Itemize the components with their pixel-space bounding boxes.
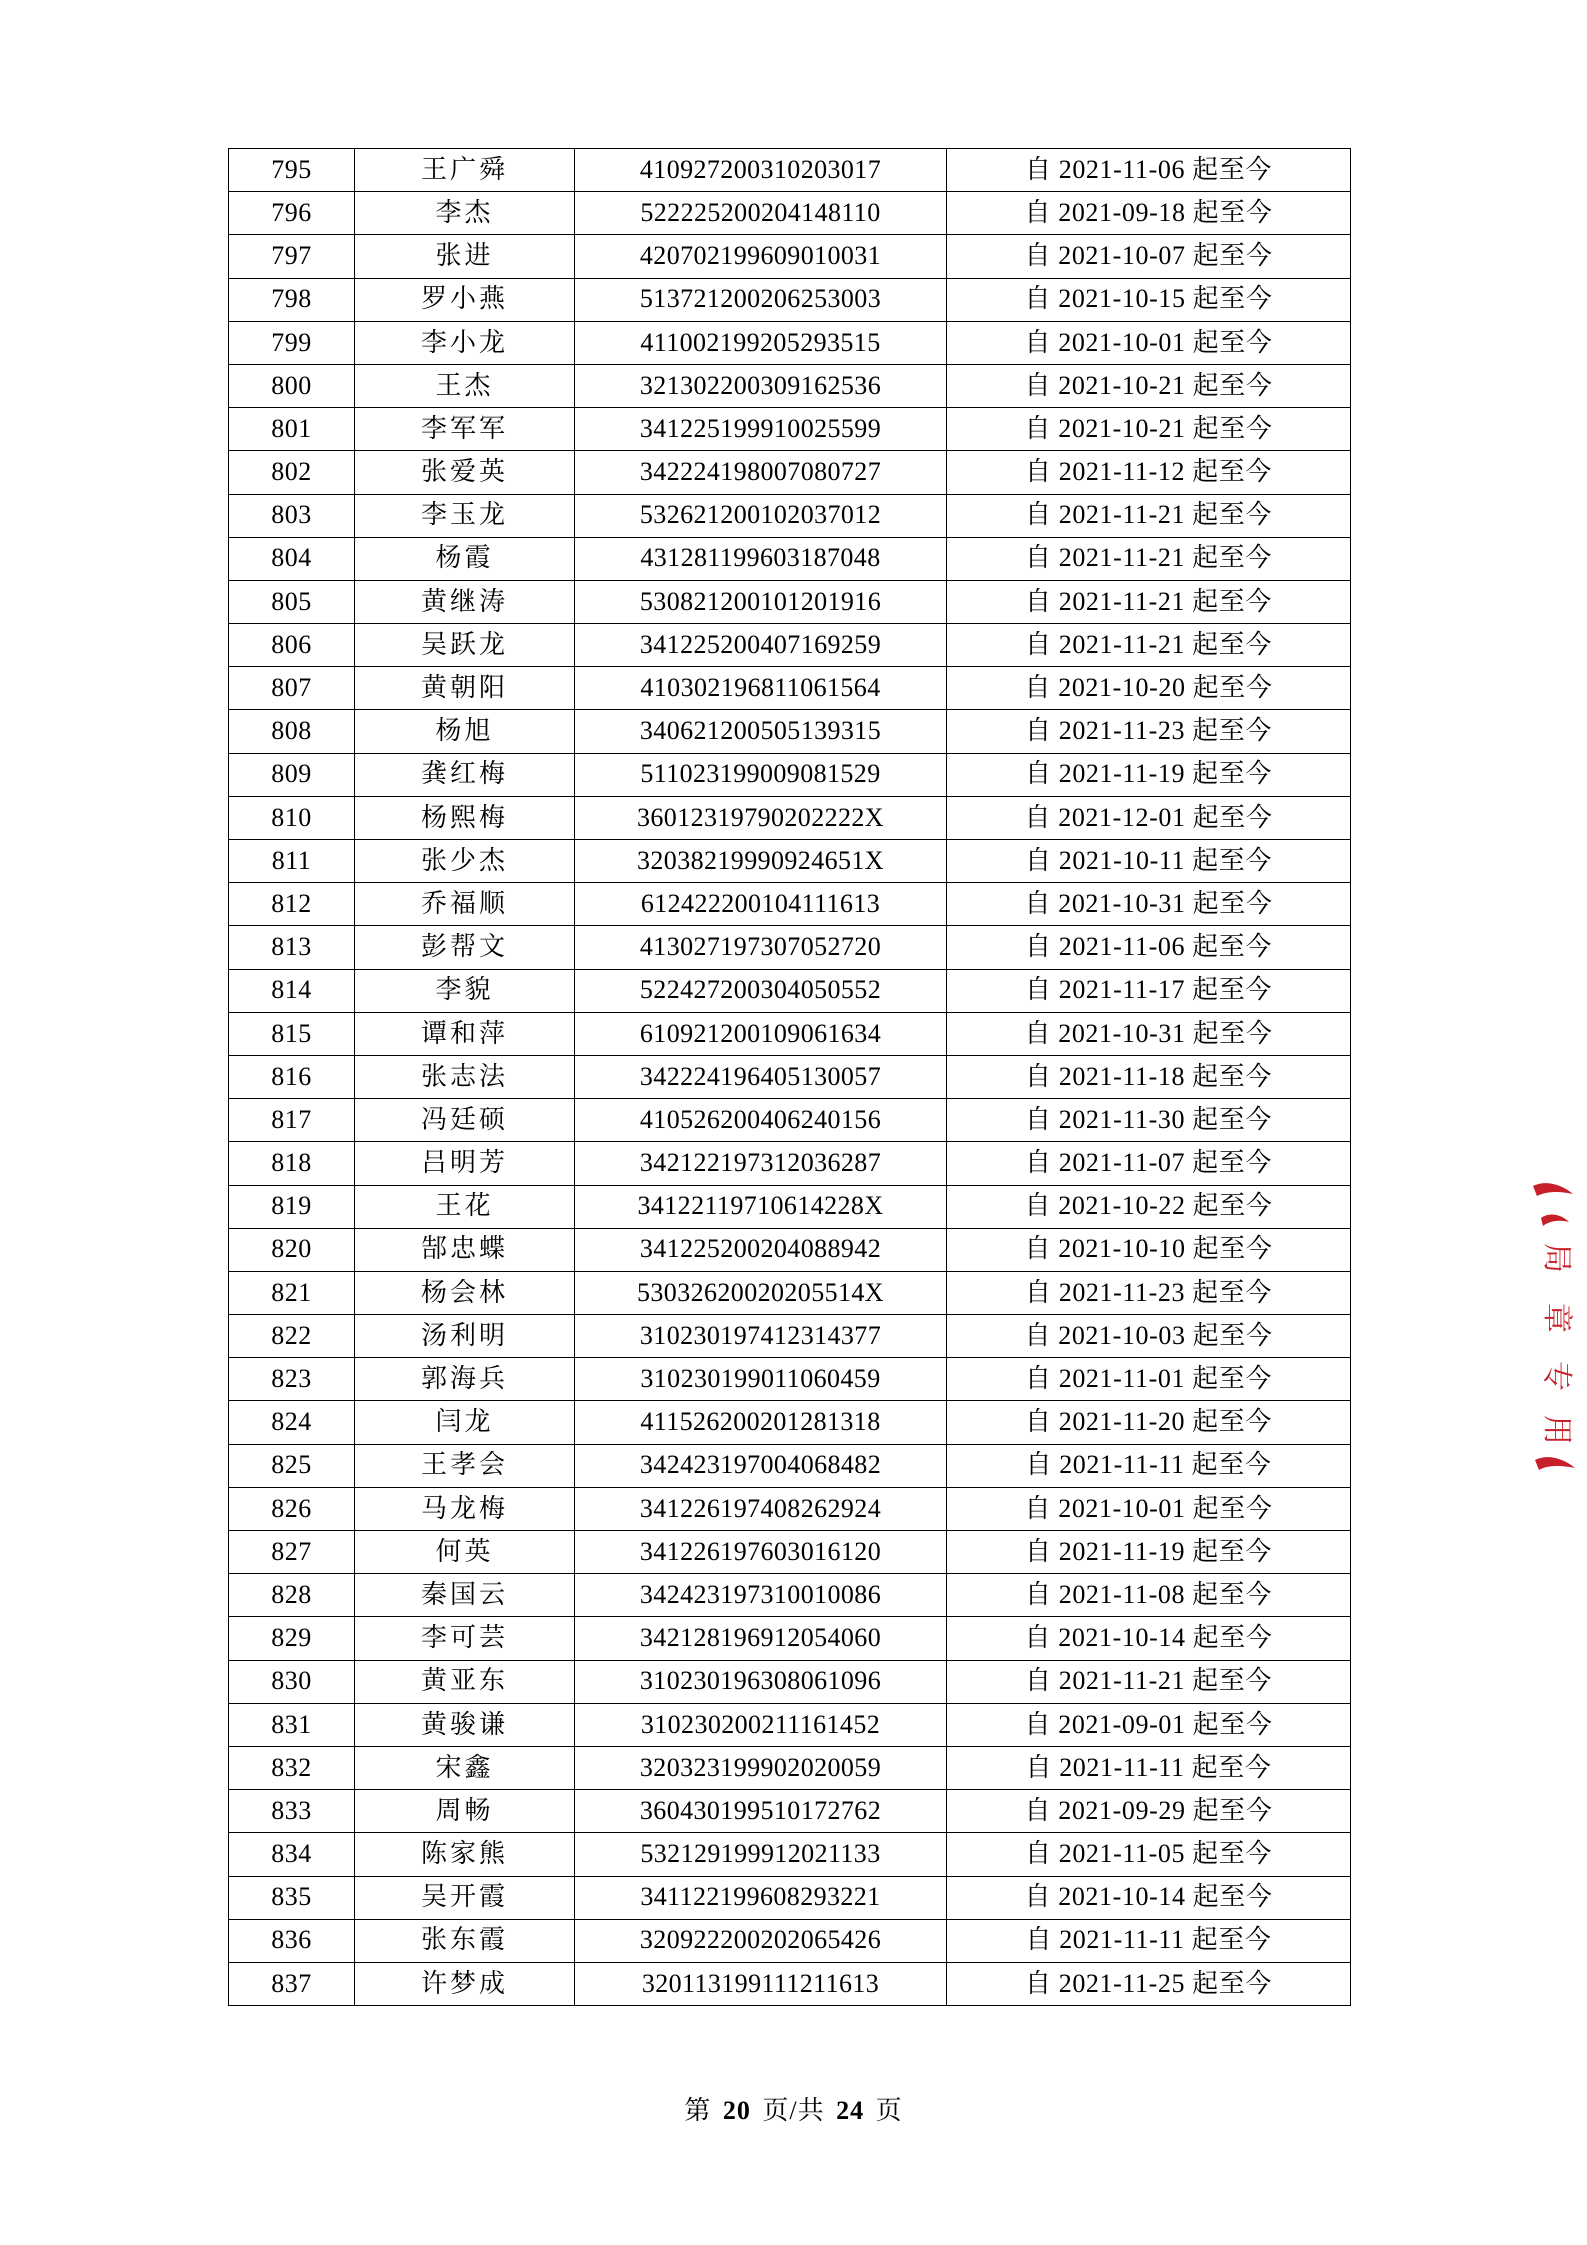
row-index: 826 [229,1487,355,1530]
row-person-name: 龚红梅 [355,753,575,796]
row-coverage-period: 自 2021-11-21 起至今 [947,537,1351,580]
row-index: 820 [229,1228,355,1271]
row-id-number: 410526200406240156 [575,1099,947,1142]
row-id-number: 511023199009081529 [575,753,947,796]
row-person-name: 吕明芳 [355,1142,575,1185]
row-id-number: 522225200204148110 [575,192,947,235]
table-row [229,1228,1351,1271]
row-id-number: 342224198007080727 [575,451,947,494]
table-row [229,969,1351,1012]
table-row [229,192,1351,235]
row-person-name: 张爱英 [355,451,575,494]
row-person-name: 张进 [355,235,575,278]
row-coverage-period: 自 2021-10-07 起至今 [947,235,1351,278]
row-coverage-period: 自 2021-11-21 起至今 [947,494,1351,537]
row-person-name: 杨霞 [355,537,575,580]
row-coverage-period: 自 2021-11-06 起至今 [947,149,1351,192]
row-index: 837 [229,1962,355,2005]
row-coverage-period: 自 2021-09-01 起至今 [947,1703,1351,1746]
row-person-name: 周畅 [355,1790,575,1833]
row-coverage-period: 自 2021-11-05 起至今 [947,1833,1351,1876]
row-person-name: 马龙梅 [355,1487,575,1530]
row-index: 814 [229,969,355,1012]
row-coverage-period: 自 2021-12-01 起至今 [947,796,1351,839]
row-id-number: 321302200309162536 [575,364,947,407]
row-index: 801 [229,408,355,451]
row-person-name: 李小龙 [355,321,575,364]
row-person-name: 杨会林 [355,1271,575,1314]
row-id-number: 342423197004068482 [575,1444,947,1487]
row-person-name: 宋鑫 [355,1746,575,1789]
row-person-name: 谭和萍 [355,1012,575,1055]
row-coverage-period: 自 2021-11-21 起至今 [947,1660,1351,1703]
row-index: 796 [229,192,355,235]
row-id-number: 320922200202065426 [575,1919,947,1962]
row-coverage-period: 自 2021-11-17 起至今 [947,969,1351,1012]
row-index: 819 [229,1185,355,1228]
row-coverage-period: 自 2021-11-07 起至今 [947,1142,1351,1185]
row-index: 828 [229,1574,355,1617]
row-person-name: 李可芸 [355,1617,575,1660]
row-index: 830 [229,1660,355,1703]
footer-page-number: 20 [722,2096,751,2125]
row-coverage-period: 自 2021-11-21 起至今 [947,624,1351,667]
row-index: 812 [229,883,355,926]
row-index: 824 [229,1401,355,1444]
table-row [229,408,1351,451]
row-index: 813 [229,926,355,969]
row-person-name: 黄继涛 [355,580,575,623]
row-index: 799 [229,321,355,364]
red-seal-stamp [1527,1178,1587,1478]
row-index: 833 [229,1790,355,1833]
row-index: 827 [229,1531,355,1574]
row-coverage-period: 自 2021-10-31 起至今 [947,883,1351,926]
row-id-number: 36012319790202222X [575,796,947,839]
row-id-number: 310230199011060459 [575,1358,947,1401]
row-index: 807 [229,667,355,710]
row-index: 829 [229,1617,355,1660]
row-id-number: 342423197310010086 [575,1574,947,1617]
row-person-name: 吴跃龙 [355,624,575,667]
row-id-number: 32038219990924651X [575,840,947,883]
row-index: 822 [229,1315,355,1358]
row-coverage-period: 自 2021-11-11 起至今 [947,1919,1351,1962]
table-row [229,1142,1351,1185]
table-row [229,1833,1351,1876]
row-person-name: 郭海兵 [355,1358,575,1401]
row-person-name: 陈家熊 [355,1833,575,1876]
row-coverage-period: 自 2021-11-20 起至今 [947,1401,1351,1444]
table-row [229,1271,1351,1314]
table-row [229,840,1351,883]
row-id-number: 310230196308061096 [575,1660,947,1703]
row-id-number: 342128196912054060 [575,1617,947,1660]
row-person-name: 郜忠蝶 [355,1228,575,1271]
table-row [229,1790,1351,1833]
row-coverage-period: 自 2021-11-11 起至今 [947,1444,1351,1487]
table-row [229,1746,1351,1789]
row-index: 810 [229,796,355,839]
row-coverage-period: 自 2021-11-19 起至今 [947,1531,1351,1574]
row-coverage-period: 自 2021-10-10 起至今 [947,1228,1351,1271]
row-person-name: 吴开霞 [355,1876,575,1919]
row-id-number: 341226197408262924 [575,1487,947,1530]
row-index: 825 [229,1444,355,1487]
row-coverage-period: 自 2021-11-23 起至今 [947,1271,1351,1314]
row-id-number: 310230200211161452 [575,1703,947,1746]
row-index: 797 [229,235,355,278]
row-coverage-period: 自 2021-11-30 起至今 [947,1099,1351,1142]
row-coverage-period: 自 2021-11-12 起至今 [947,451,1351,494]
row-person-name: 冯廷硕 [355,1099,575,1142]
table-row [229,451,1351,494]
row-id-number: 410302196811061564 [575,667,947,710]
row-index: 803 [229,494,355,537]
row-id-number: 342224196405130057 [575,1055,947,1098]
row-coverage-period: 自 2021-11-25 起至今 [947,1962,1351,2005]
row-coverage-period: 自 2021-11-06 起至今 [947,926,1351,969]
row-index: 832 [229,1746,355,1789]
row-id-number: 530821200101201916 [575,580,947,623]
footer-middle: 页/共 [762,2096,825,2125]
row-coverage-period: 自 2021-09-29 起至今 [947,1790,1351,1833]
row-coverage-period: 自 2021-10-01 起至今 [947,1487,1351,1530]
row-id-number: 320113199111211613 [575,1962,947,2005]
row-id-number: 341225199910025599 [575,408,947,451]
row-index: 808 [229,710,355,753]
table-row [229,1012,1351,1055]
row-coverage-period: 自 2021-11-18 起至今 [947,1055,1351,1098]
table-row [229,149,1351,192]
row-index: 798 [229,278,355,321]
row-id-number: 34122119710614228X [575,1185,947,1228]
table-row [229,1531,1351,1574]
table-row [229,537,1351,580]
row-id-number: 413027197307052720 [575,926,947,969]
row-index: 809 [229,753,355,796]
table-row [229,883,1351,926]
row-id-number: 522427200304050552 [575,969,947,1012]
row-coverage-period: 自 2021-10-01 起至今 [947,321,1351,364]
table-row [229,1962,1351,2005]
table-row [229,1617,1351,1660]
row-coverage-period: 自 2021-10-21 起至今 [947,364,1351,407]
row-coverage-period: 自 2021-10-21 起至今 [947,408,1351,451]
row-person-name: 李玉龙 [355,494,575,537]
row-person-name: 李杰 [355,192,575,235]
row-person-name: 黄亚东 [355,1660,575,1703]
row-coverage-period: 自 2021-11-01 起至今 [947,1358,1351,1401]
table-row [229,1099,1351,1142]
row-person-name: 张东霞 [355,1919,575,1962]
table-row [229,667,1351,710]
row-id-number: 513721200206253003 [575,278,947,321]
row-id-number: 410927200310203017 [575,149,947,192]
row-index: 835 [229,1876,355,1919]
table-row [229,1876,1351,1919]
row-index: 802 [229,451,355,494]
row-id-number: 360430199510172762 [575,1790,947,1833]
row-index: 815 [229,1012,355,1055]
row-person-name: 张少杰 [355,840,575,883]
row-index: 831 [229,1703,355,1746]
row-person-name: 黄朝阳 [355,667,575,710]
row-person-name: 何英 [355,1531,575,1574]
row-person-name: 乔福顺 [355,883,575,926]
row-person-name: 张志法 [355,1055,575,1098]
row-id-number: 341226197603016120 [575,1531,947,1574]
row-person-name: 杨熙梅 [355,796,575,839]
row-id-number: 310230197412314377 [575,1315,947,1358]
table-row [229,1315,1351,1358]
row-index: 834 [229,1833,355,1876]
table-row [229,1919,1351,1962]
table-row [229,364,1351,407]
row-person-name: 王孝会 [355,1444,575,1487]
row-coverage-period: 自 2021-10-20 起至今 [947,667,1351,710]
svg-text:专: 专 [1540,1361,1573,1391]
row-index: 806 [229,624,355,667]
table-row [229,624,1351,667]
row-id-number: 612422200104111613 [575,883,947,926]
table-row [229,321,1351,364]
table-row [229,1574,1351,1617]
footer-prefix: 第 [684,2096,712,2125]
svg-text:章: 章 [1540,1303,1573,1333]
table-row [229,926,1351,969]
row-coverage-period: 自 2021-10-14 起至今 [947,1617,1351,1660]
row-person-name: 黄骏谦 [355,1703,575,1746]
row-person-name: 罗小燕 [355,278,575,321]
row-person-name: 李貌 [355,969,575,1012]
table-row [229,1487,1351,1530]
row-id-number: 341122199608293221 [575,1876,947,1919]
table-row [229,1444,1351,1487]
row-index: 816 [229,1055,355,1098]
table-row [229,235,1351,278]
row-id-number: 411002199205293515 [575,321,947,364]
row-id-number: 532621200102037012 [575,494,947,537]
row-id-number: 431281199603187048 [575,537,947,580]
row-person-name: 王广舜 [355,149,575,192]
row-index: 821 [229,1271,355,1314]
row-index: 805 [229,580,355,623]
svg-text:用: 用 [1540,1415,1573,1445]
table-row [229,1703,1351,1746]
row-index: 800 [229,364,355,407]
table-row [229,753,1351,796]
row-person-name: 王杰 [355,364,575,407]
table-row [229,1055,1351,1098]
table-row [229,1185,1351,1228]
table-row [229,1660,1351,1703]
row-index: 811 [229,840,355,883]
row-index: 817 [229,1099,355,1142]
row-coverage-period: 自 2021-10-22 起至今 [947,1185,1351,1228]
row-coverage-period: 自 2021-11-23 起至今 [947,710,1351,753]
table-row [229,796,1351,839]
row-coverage-period: 自 2021-11-08 起至今 [947,1574,1351,1617]
table-row [229,710,1351,753]
row-coverage-period: 自 2021-11-19 起至今 [947,753,1351,796]
row-id-number: 340621200505139315 [575,710,947,753]
svg-text:局: 局 [1540,1243,1573,1273]
row-person-name: 秦国云 [355,1574,575,1617]
row-index: 804 [229,537,355,580]
row-index: 836 [229,1919,355,1962]
row-index: 818 [229,1142,355,1185]
roster-table [228,148,1351,2006]
row-coverage-period: 自 2021-11-21 起至今 [947,580,1351,623]
row-coverage-period: 自 2021-10-15 起至今 [947,278,1351,321]
table-row [229,494,1351,537]
row-person-name: 汤利明 [355,1315,575,1358]
row-person-name: 彭帮文 [355,926,575,969]
row-id-number: 342122197312036287 [575,1142,947,1185]
row-id-number: 420702199609010031 [575,235,947,278]
row-person-name: 王花 [355,1185,575,1228]
row-id-number: 341225200407169259 [575,624,947,667]
row-coverage-period: 自 2021-10-14 起至今 [947,1876,1351,1919]
row-coverage-period: 自 2021-09-18 起至今 [947,192,1351,235]
row-id-number: 53032620020205514X [575,1271,947,1314]
row-coverage-period: 自 2021-10-03 起至今 [947,1315,1351,1358]
roster-table-wrapper [228,148,1350,2006]
table-row [229,1401,1351,1444]
row-id-number: 320323199902020059 [575,1746,947,1789]
row-person-name: 闫龙 [355,1401,575,1444]
table-row [229,278,1351,321]
row-coverage-period: 自 2021-11-11 起至今 [947,1746,1351,1789]
table-row [229,1358,1351,1401]
row-id-number: 411526200201281318 [575,1401,947,1444]
row-coverage-period: 自 2021-10-11 起至今 [947,840,1351,883]
row-id-number: 532129199912021133 [575,1833,947,1876]
row-person-name: 李军军 [355,408,575,451]
row-person-name: 许梦成 [355,1962,575,2005]
footer-total-pages: 24 [836,2096,865,2125]
row-index: 795 [229,149,355,192]
row-id-number: 341225200204088942 [575,1228,947,1271]
row-id-number: 610921200109061634 [575,1012,947,1055]
row-coverage-period: 自 2021-10-31 起至今 [947,1012,1351,1055]
row-index: 823 [229,1358,355,1401]
row-person-name: 杨旭 [355,710,575,753]
page-footer [0,2090,1587,2127]
footer-suffix: 页 [875,2096,903,2125]
table-row [229,580,1351,623]
